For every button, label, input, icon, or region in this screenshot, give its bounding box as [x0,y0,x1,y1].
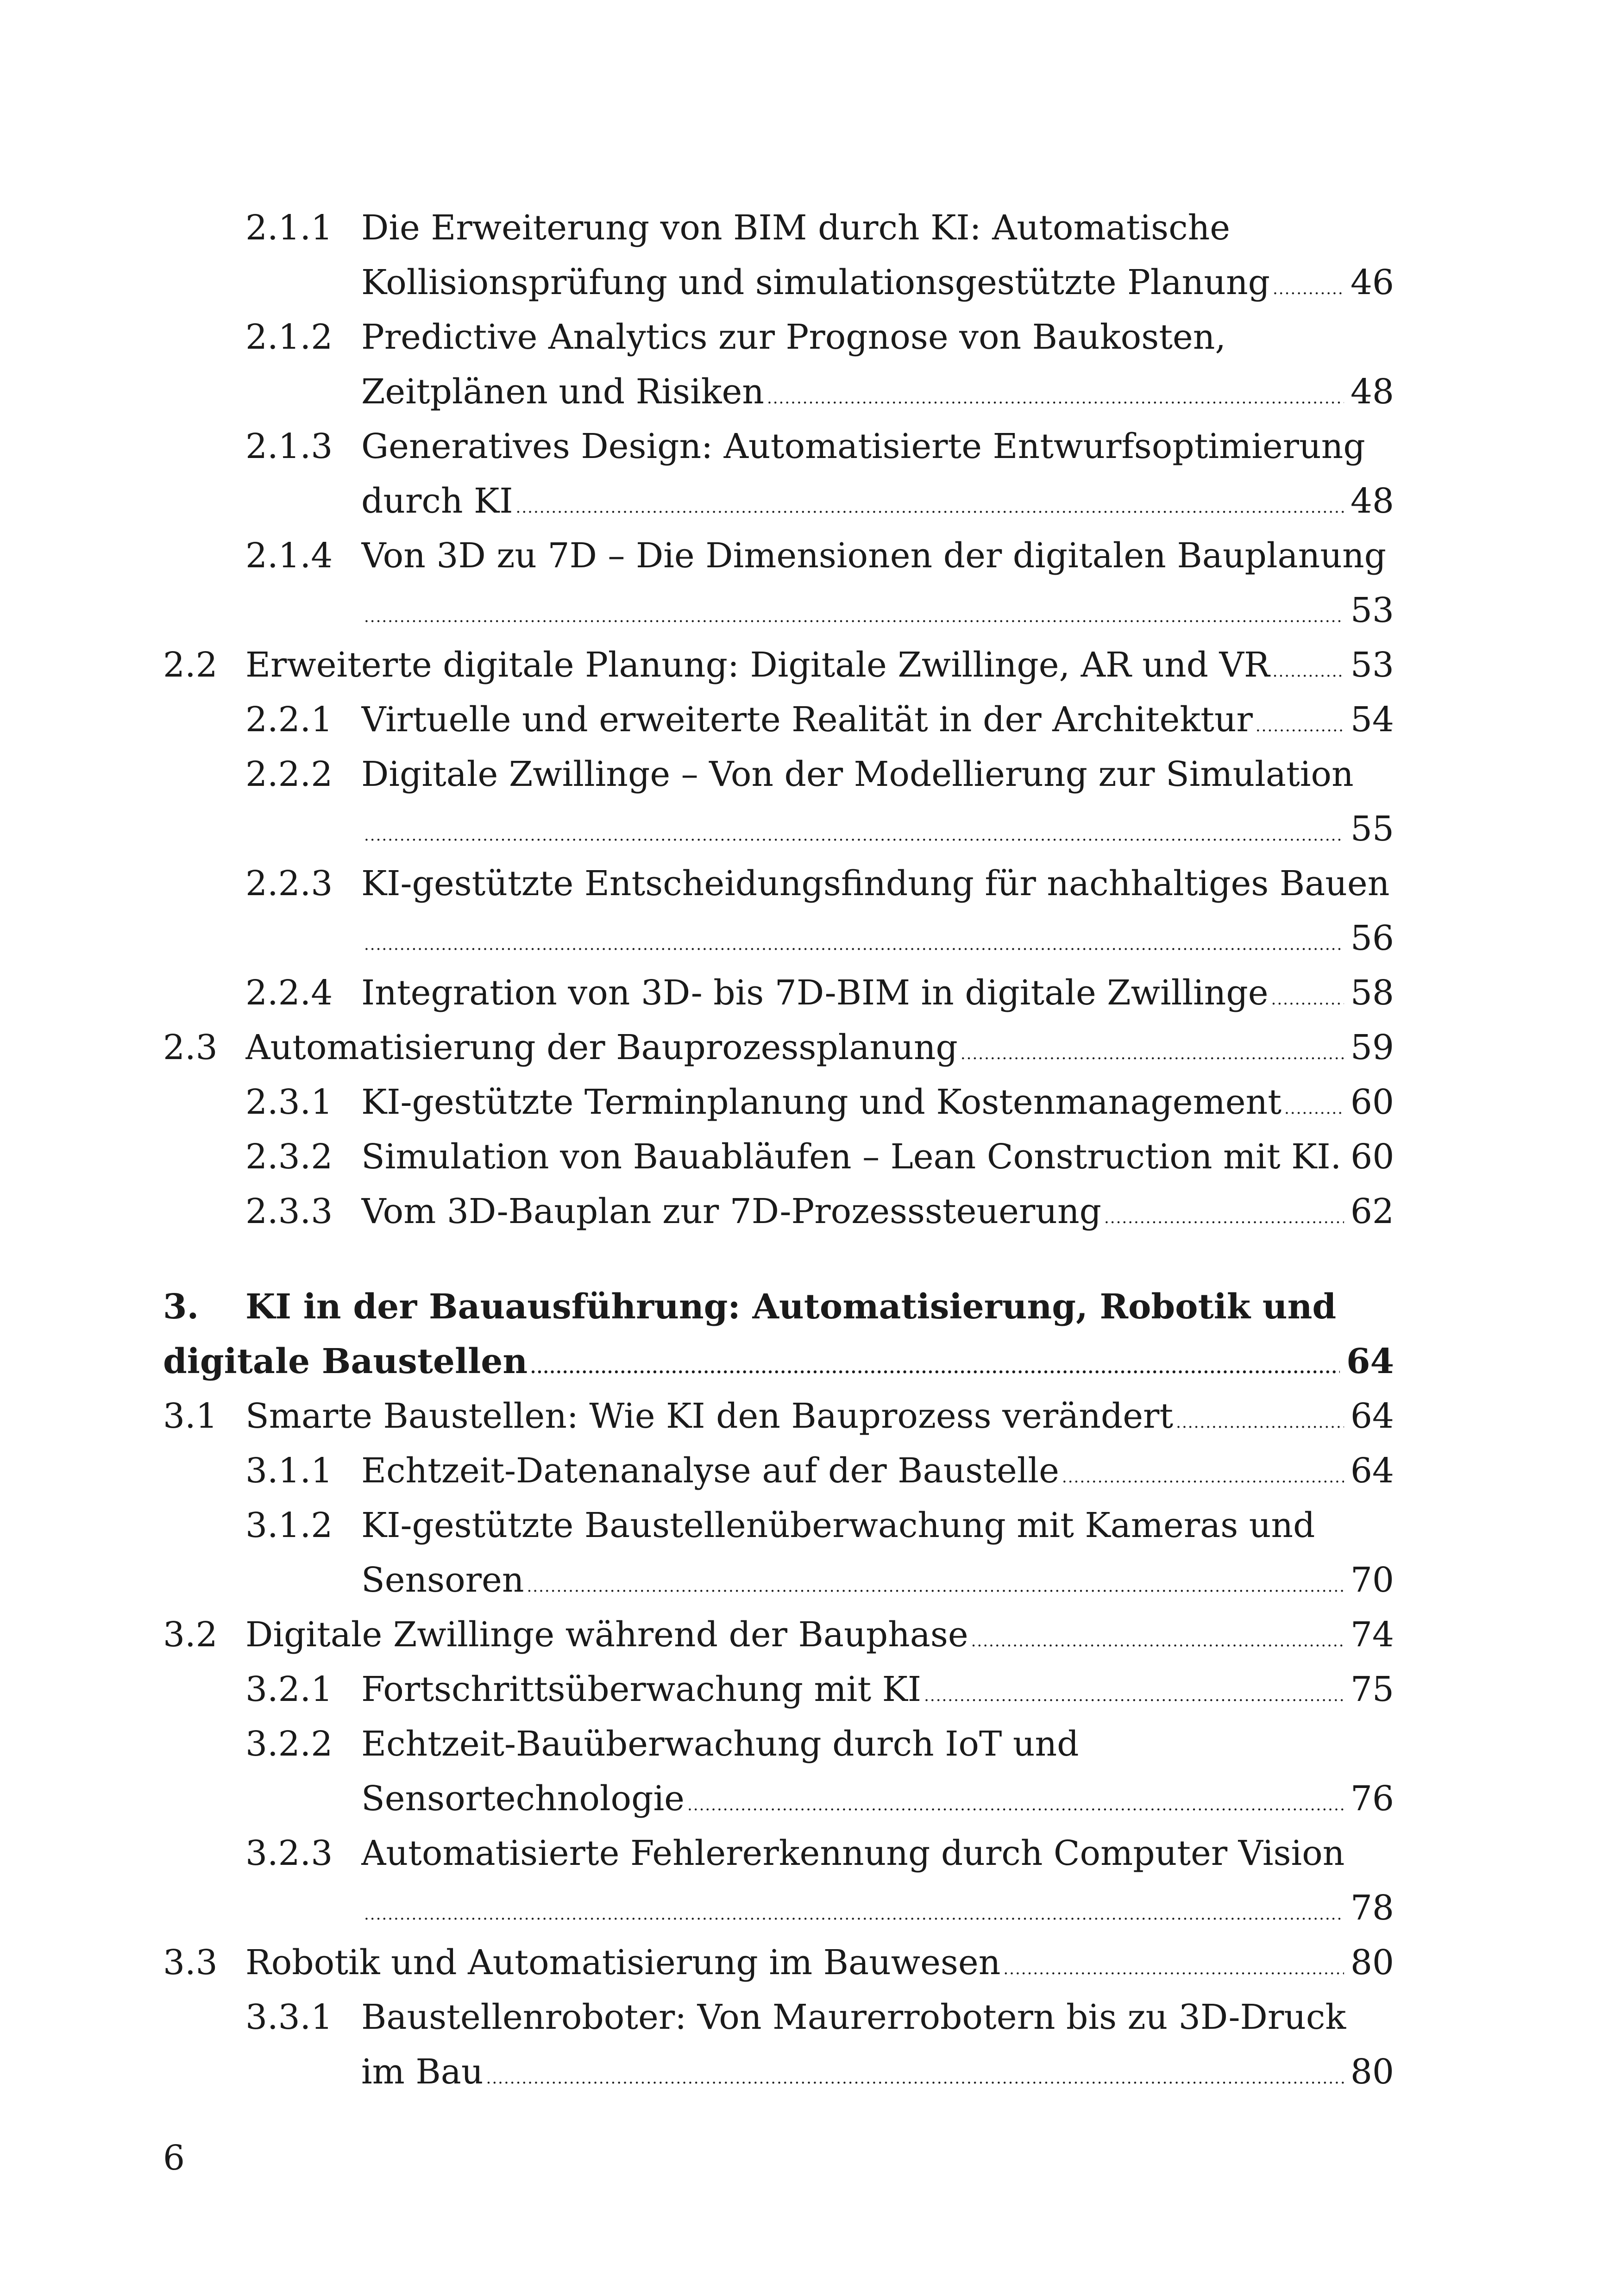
toc-title: Simulation von Bauabläufen – Lean Construction mit KI. [361,1137,1342,1177]
toc-entry[interactable] [245,1662,1394,1717]
toc-title: Fortschrittsüberwachung mit KI [361,1669,922,1709]
toc-entry-continuation[interactable] [245,910,1394,966]
toc-entry[interactable] [163,637,1394,693]
toc-entry-continuation[interactable] [245,2044,1394,2100]
toc-title: durch KI [361,481,513,521]
toc-chapter-title: digitale Baustellen [163,1342,528,1381]
toc-entry-continuation[interactable] [245,364,1394,420]
toc-page-number: 70 [1350,1560,1394,1600]
toc-leader [1003,1941,1344,1997]
toc-entry[interactable] [245,1716,1394,1772]
toc-entry[interactable] [245,1989,1394,2045]
toc-page-number: 75 [1350,1669,1394,1709]
toc-number: 3.1 [163,1396,218,1436]
toc-leader [1271,972,1344,1027]
toc-title: KI-gestützte Baustellenüberwachung mit Kameras und [361,1506,1315,1545]
toc-number: 2.3.1 [245,1082,333,1122]
toc-leader [364,808,1344,863]
toc-entry[interactable] [163,1607,1394,1662]
toc-number: 3.2.2 [245,1724,333,1764]
toc-leader [1273,644,1344,699]
toc-chapter-entry[interactable] [163,1279,1394,1335]
toc-number: 3.3.1 [245,1997,333,2037]
toc-title: KI-gestützte Entscheidungsfindung für nachhaltiges Bauen [361,864,1390,903]
toc-leader [364,1887,1344,1942]
toc-leader [961,1026,1344,1082]
toc-chapter-entry-continuation[interactable] [163,1334,1394,1389]
toc-number: 3.3 [163,1943,218,1982]
toc-leader [486,2051,1344,2106]
toc-page-number: 64 [1350,1396,1394,1436]
toc-leader [1176,1395,1344,1450]
toc-title: Digitale Zwillinge – Von der Modellierung zur Simulation [361,754,1354,794]
toc-title: Zeitplänen und Risiken [361,372,764,412]
toc-entry[interactable] [245,1074,1394,1130]
toc-page-number: 60 [1351,1137,1394,1177]
toc-page-number: 62 [1350,1192,1394,1231]
toc-entry[interactable] [245,1498,1394,1553]
toc-leader [971,1613,1344,1669]
toc-title: KI-gestützte Terminplanung und Kostenmanagement [361,1082,1282,1122]
toc-chapter-title: KI in der Bauausführung: Automatisierung, Robotik und [245,1287,1337,1327]
toc-page-number: 76 [1350,1779,1394,1819]
toc-entry[interactable] [245,419,1394,474]
toc-title: Sensortechnologie [361,1779,685,1819]
toc-number: 2.2.3 [245,864,333,903]
toc-entry[interactable] [163,1935,1394,1990]
toc-title: Generatives Design: Automatisierte Entwurfsoptimierung [361,427,1365,466]
toc-leader [924,1668,1344,1724]
toc-number: 2.3.2 [245,1137,333,1177]
toc-entry-continuation[interactable] [245,1880,1394,1936]
toc-page-number: 80 [1350,2052,1394,2092]
toc-leader [530,1340,1340,1396]
toc-leader [364,917,1344,972]
toc-leader [1273,261,1344,317]
toc-title: im Bau [361,2052,484,2092]
toc-number: 2.1.3 [245,427,333,466]
toc-number: 3.2 [163,1615,218,1655]
toc-number: 2.1.1 [245,208,333,248]
toc-number: 3.1.2 [245,1506,333,1545]
toc-page-number: 48 [1350,481,1394,521]
toc-page-number: 46 [1350,263,1394,302]
toc-entry[interactable] [245,856,1394,911]
toc-title: Echtzeit-Datenanalyse auf der Baustelle [361,1451,1059,1491]
toc-page-number: 53 [1350,590,1394,630]
toc-page-number: 80 [1350,1943,1394,1982]
toc-number: 2.1.4 [245,536,333,576]
toc-title: Baustellenroboter: Von Maurerrobotern bis zu 3D-Druck [361,1997,1346,2037]
toc-title: Predictive Analytics zur Prognose von Baukosten, [361,317,1226,357]
toc-number: 3.2.1 [245,1669,333,1709]
toc-entry[interactable] [245,692,1394,747]
toc-leader [1256,698,1344,754]
toc-entry[interactable] [163,1020,1394,1075]
toc-chapter-number: 3. [163,1287,199,1327]
toc-entry-continuation[interactable] [245,255,1394,310]
toc-number: 2.1.2 [245,317,333,357]
toc-page-number: 64 [1346,1342,1394,1381]
toc-title: Virtuelle und erweiterte Realität in der Architektur [361,700,1253,740]
toc-page-number: 60 [1350,1082,1394,1122]
toc-page-number: 78 [1350,1888,1394,1928]
toc-entry[interactable] [163,1388,1394,1444]
toc-title: Von 3D zu 7D – Die Dimensionen der digitalen Bauplanung [361,536,1386,576]
toc-entry[interactable] [245,1826,1394,1881]
toc-number: 3.1.1 [245,1451,333,1491]
toc-page-number: 54 [1350,700,1394,740]
toc-page-number: 74 [1350,1615,1394,1655]
toc-title: Automatisierte Fehlererkennung durch Computer Vision [361,1833,1345,1873]
page-number: 6 [163,2138,185,2178]
toc-entry-continuation[interactable] [245,473,1394,529]
toc-page-number: 58 [1350,973,1394,1013]
toc-entry[interactable] [245,1129,1394,1185]
toc-page-number: 55 [1350,809,1394,849]
toc-leader [364,589,1344,645]
toc-leader [767,370,1344,426]
toc-title: Erweiterte digitale Planung: Digitale Zwillinge, AR und VR [245,645,1270,685]
toc-entry[interactable] [245,309,1394,365]
toc-leader [1284,1081,1344,1136]
toc-title: Automatisierung der Bauprozessplanung [245,1028,958,1067]
toc-title: Smarte Baustellen: Wie KI den Bauprozess verändert [245,1396,1174,1436]
toc-number: 2.2.1 [245,700,333,740]
toc-title: Kollisionsprüfung und simulationsgestützte Planung [361,263,1270,302]
toc-title: Integration von 3D- bis 7D-BIM in digitale Zwillinge [361,973,1269,1013]
toc-entry-continuation[interactable] [245,1552,1394,1608]
toc-entry-continuation[interactable] [245,583,1394,638]
toc-leader [687,1777,1344,1833]
toc-entry[interactable] [245,528,1394,583]
toc-title: Echtzeit-Bauüberwachung durch IoT und [361,1724,1079,1764]
toc-entry[interactable] [245,200,1394,256]
toc-entry-continuation[interactable] [245,801,1394,857]
toc-number: 2.2.2 [245,754,333,794]
toc-entry[interactable] [245,1184,1394,1239]
toc-title: Sensoren [361,1560,524,1600]
toc-number: 2.3 [163,1028,218,1067]
toc-leader [1104,1190,1344,1246]
toc-title: Digitale Zwillinge während der Bauphase [245,1615,968,1655]
toc-title: Vom 3D-Bauplan zur 7D-Prozesssteuerung [361,1192,1101,1231]
toc-title: Die Erweiterung von BIM durch KI: Automatische [361,208,1231,248]
toc-leader [527,1559,1344,1614]
toc-number: 2.2 [163,645,218,685]
toc-page-number: 64 [1350,1451,1394,1491]
toc-page-number: 56 [1350,918,1394,958]
toc-title: Robotik und Automatisierung im Bauwesen [245,1943,1001,1982]
toc-page-number: 53 [1350,645,1394,685]
toc-number: 2.3.3 [245,1192,333,1231]
toc-number: 2.2.4 [245,973,333,1013]
toc-entry[interactable] [245,747,1394,802]
toc-page-number: 48 [1350,372,1394,412]
toc-number: 3.2.3 [245,1833,333,1873]
toc-entry[interactable] [245,1443,1394,1499]
toc-leader [516,480,1344,535]
toc-entry-continuation[interactable] [245,1771,1394,1826]
toc-entry[interactable] [245,965,1394,1021]
toc-leader [1062,1449,1344,1505]
toc-page-number: 59 [1350,1028,1394,1067]
